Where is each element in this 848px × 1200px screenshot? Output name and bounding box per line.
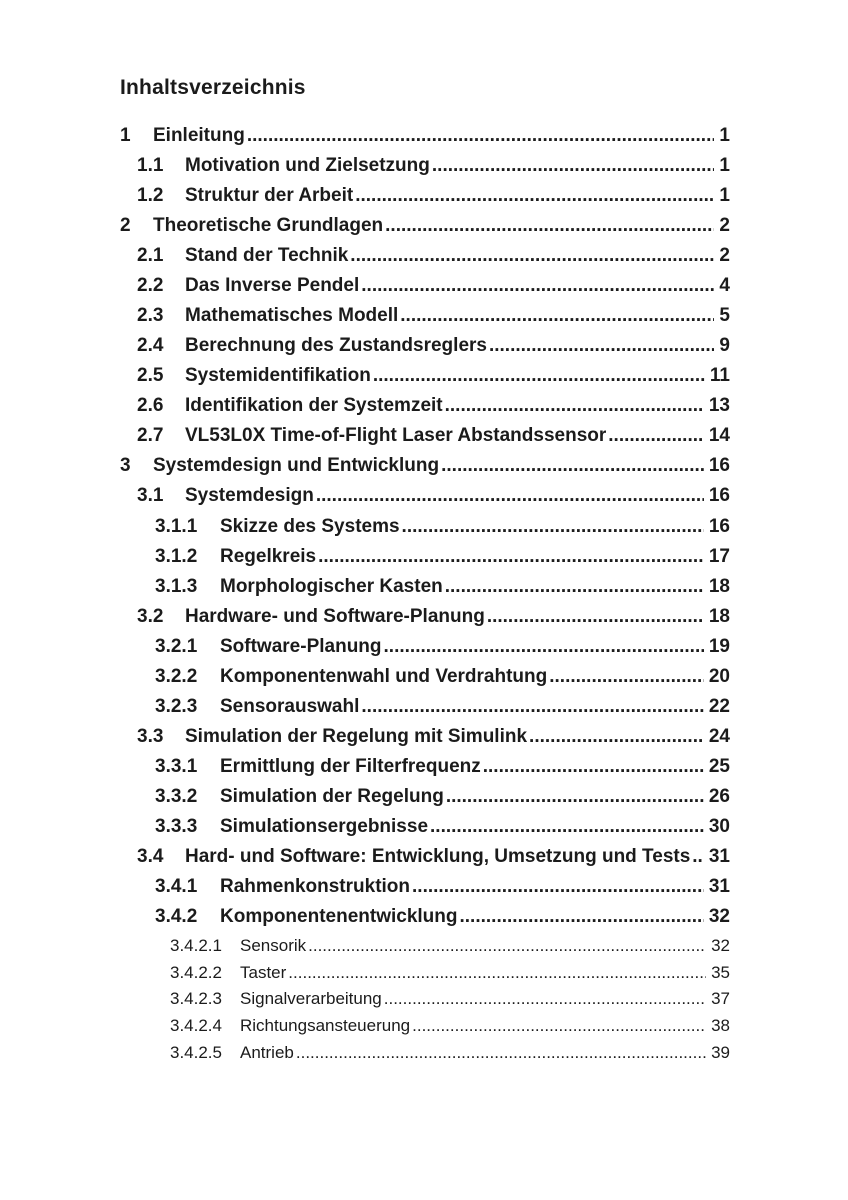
- toc-entry-page-number: 38: [711, 1016, 730, 1036]
- toc-entry-number: 1.1: [137, 155, 164, 177]
- toc-entry-number: 3.4: [137, 845, 164, 867]
- toc-entry-number: 3.4.2: [155, 905, 198, 927]
- toc-entry-number: 3.4.1: [155, 875, 198, 897]
- dot-leader: [359, 275, 714, 297]
- toc-entry-page-number: 31: [708, 845, 730, 867]
- toc-entry-title: Skizze des Systems: [220, 515, 400, 537]
- toc-entry-page-number: 24: [708, 725, 730, 747]
- dot-leader: [443, 395, 704, 417]
- dot-leader: [527, 726, 704, 748]
- toc-entry-title: Das Inverse Pendel: [185, 275, 360, 297]
- toc-entry-number: 3.4.2.1: [170, 935, 222, 955]
- dot-leader: [547, 666, 704, 688]
- toc-entry: [120, 425, 730, 447]
- toc-entry-number: 3.2: [137, 605, 164, 627]
- toc-entry-number: 2.7: [137, 425, 164, 447]
- toc-entry-title: Motivation und Zielsetzung: [185, 155, 430, 177]
- toc-entry-title: Antrieb: [240, 1042, 294, 1062]
- toc-entry-number: 3.1.3: [155, 575, 198, 597]
- toc-entry-title: Simulation der Regelung mit Simulink: [185, 725, 528, 747]
- toc-entry-number: 2.2: [137, 275, 164, 297]
- toc-entry-number: 3.2.2: [155, 665, 198, 687]
- toc-entry-title: Simulation der Regelung: [220, 785, 444, 807]
- dot-leader: [294, 1043, 706, 1063]
- toc-entry-page-number: 2: [719, 215, 730, 237]
- toc-entry-page-number: 30: [708, 815, 730, 837]
- toc-entry-title: Regelkreis: [220, 545, 317, 567]
- toc-entry-number: 3.3.1: [155, 755, 198, 777]
- toc-entry-title: Sensorauswahl: [220, 695, 360, 717]
- toc-entry-title: Morphologischer Kasten: [220, 575, 443, 597]
- toc-entry: [120, 245, 730, 267]
- table-of-contents: [120, 125, 730, 1062]
- toc-entry-page-number: 18: [708, 605, 730, 627]
- toc-entry-title: Systemdesign: [185, 485, 314, 507]
- toc-entry: [120, 876, 730, 898]
- dot-leader: [306, 936, 706, 956]
- dot-leader: [353, 185, 714, 207]
- toc-entry-page-number: 17: [708, 545, 730, 567]
- dot-leader: [359, 696, 703, 718]
- toc-entry: [120, 395, 730, 417]
- toc-entry: [120, 906, 730, 928]
- toc-entry-number: 3: [120, 455, 131, 477]
- toc-entry: [120, 936, 730, 956]
- toc-entry: [120, 786, 730, 808]
- toc-entry-page-number: 20: [708, 665, 730, 687]
- dot-leader: [314, 485, 704, 507]
- dot-leader: [458, 906, 704, 928]
- toc-entry-page-number: 31: [708, 875, 730, 897]
- dot-leader: [400, 516, 704, 538]
- toc-entry-page-number: 32: [708, 905, 730, 927]
- dot-leader: [690, 846, 704, 868]
- toc-entry-title: Theoretische Grundlagen: [153, 215, 384, 237]
- toc-entry: [120, 365, 730, 387]
- toc-entry-number: 2.3: [137, 305, 164, 327]
- toc-entry-number: 3.1.2: [155, 545, 198, 567]
- toc-entry-title: Identifikation der Systemzeit: [185, 395, 443, 417]
- dot-leader: [245, 125, 715, 147]
- toc-entry-title: Einleitung: [153, 125, 245, 147]
- toc-entry-page-number: 2: [719, 245, 730, 267]
- toc-entry: [120, 666, 730, 688]
- toc-entry-number: 3.4.2.3: [170, 989, 222, 1009]
- toc-entry: [120, 726, 730, 748]
- dot-leader: [316, 546, 704, 568]
- toc-entry-page-number: 1: [719, 185, 730, 207]
- toc-entry-title: Struktur der Arbeit: [185, 185, 354, 207]
- dot-leader: [382, 989, 706, 1009]
- toc-entry-page-number: 14: [708, 425, 730, 447]
- toc-entry: [120, 546, 730, 568]
- toc-entry-page-number: 18: [708, 575, 730, 597]
- toc-entry-title: Systemdesign und Entwicklung: [153, 455, 440, 477]
- toc-entry-title: Sensorik: [240, 935, 307, 955]
- toc-entry-page-number: 35: [711, 962, 730, 982]
- dot-leader: [428, 816, 704, 838]
- toc-entry: [120, 335, 730, 357]
- toc-entry-number: 3.4.2.2: [170, 962, 222, 982]
- toc-entry-page-number: 5: [719, 305, 730, 327]
- toc-entry-number: 2.6: [137, 395, 164, 417]
- toc-entry-page-number: 32: [711, 935, 730, 955]
- toc-entry: [120, 576, 730, 598]
- dot-leader: [410, 1016, 706, 1036]
- toc-entry: [120, 275, 730, 297]
- toc-entry-number: 3.4.2.4: [170, 1016, 222, 1036]
- toc-entry: [120, 696, 730, 718]
- dot-leader: [286, 963, 706, 983]
- toc-entry-page-number: 13: [708, 395, 730, 417]
- toc-entry-number: 3.3.2: [155, 785, 198, 807]
- toc-entry-page-number: 19: [708, 635, 730, 657]
- dot-leader: [606, 425, 704, 447]
- toc-entry-page-number: 16: [708, 455, 730, 477]
- toc-entry-page-number: 16: [708, 515, 730, 537]
- toc-entry: [120, 846, 730, 868]
- toc-entry-page-number: 22: [708, 695, 730, 717]
- toc-entry: [120, 185, 730, 207]
- toc-entry-number: 3.2.1: [155, 635, 198, 657]
- toc-entry: [120, 636, 730, 658]
- toc-entry-title: Stand der Technik: [185, 245, 349, 267]
- toc-entry-number: 3.3.3: [155, 815, 198, 837]
- dot-leader: [430, 155, 715, 177]
- dot-leader: [383, 215, 714, 237]
- dot-leader: [382, 636, 704, 658]
- toc-entry: [120, 305, 730, 327]
- toc-entry-title: Mathematisches Modell: [185, 305, 399, 327]
- toc-entry-title: Rahmenkonstruktion: [220, 875, 411, 897]
- toc-entry-title: Hardware- und Software-Planung: [185, 605, 485, 627]
- toc-entry: [120, 816, 730, 838]
- toc-entry-number: 2: [120, 215, 131, 237]
- toc-entry-number: 2.4: [137, 335, 164, 357]
- toc-entry-page-number: 9: [719, 335, 730, 357]
- toc-entry-title: Systemidentifikation: [185, 365, 371, 387]
- dot-leader: [410, 876, 704, 898]
- toc-entry: [120, 1043, 730, 1063]
- toc-entry: [120, 516, 730, 538]
- toc-entry-number: 2.1: [137, 245, 164, 267]
- toc-entry-title: Ermittlung der Filterfrequenz: [220, 755, 481, 777]
- dot-leader: [398, 305, 714, 327]
- toc-entry-title: Komponentenentwicklung: [220, 905, 458, 927]
- dot-leader: [485, 606, 704, 628]
- toc-entry-page-number: 37: [711, 989, 730, 1009]
- toc-entry-number: 3.4.2.5: [170, 1042, 222, 1062]
- dot-leader: [444, 786, 704, 808]
- toc-entry-title: Simulationsergebnisse: [220, 815, 429, 837]
- toc-entry-number: 1.2: [137, 185, 164, 207]
- toc-entry-page-number: 25: [708, 755, 730, 777]
- toc-entry: [120, 756, 730, 778]
- toc-entry: [120, 606, 730, 628]
- page-content: [120, 76, 730, 1070]
- toc-entry-title: Signalverarbeitung: [240, 989, 382, 1009]
- dot-leader: [439, 455, 704, 477]
- toc-entry-page-number: 16: [708, 485, 730, 507]
- dot-leader: [481, 756, 704, 778]
- dot-leader: [443, 576, 704, 598]
- toc-entry: [120, 963, 730, 983]
- toc-entry-title: Richtungsansteuerung: [240, 1016, 411, 1036]
- toc-entry-title: Hard- und Software: Entwicklung, Umsetzung und Tests: [185, 845, 691, 867]
- toc-entry-title: Taster: [240, 962, 287, 982]
- toc-entry-title: Software-Planung: [220, 635, 382, 657]
- toc-entry-page-number: 39: [711, 1042, 730, 1062]
- toc-entry: [120, 455, 730, 477]
- toc-entry-number: 3.2.3: [155, 695, 198, 717]
- toc-entry-title: VL53L0X Time-of-Flight Laser Abstandssensor: [185, 425, 607, 447]
- toc-entry-number: 3.1: [137, 485, 164, 507]
- toc-entry-page-number: 11: [709, 365, 730, 387]
- toc-entry: [120, 125, 730, 147]
- toc-entry-page-number: 1: [719, 155, 730, 177]
- dot-leader: [348, 245, 714, 267]
- toc-entry-page-number: 1: [719, 125, 730, 147]
- toc-entry-title: Berechnung des Zustandsreglers: [185, 335, 487, 357]
- toc-entry-title: Komponentenwahl und Verdrahtung: [220, 665, 548, 687]
- toc-entry-number: 1: [120, 125, 131, 147]
- toc-entry: [120, 215, 730, 237]
- toc-entry: [120, 989, 730, 1009]
- toc-entry: [120, 485, 730, 507]
- dot-leader: [371, 365, 705, 387]
- dot-leader: [487, 335, 714, 357]
- toc-entry-number: 2.5: [137, 365, 164, 387]
- toc-entry-page-number: 4: [719, 275, 730, 297]
- toc-heading: Inhaltsverzeichnis: [120, 76, 306, 99]
- toc-entry-page-number: 26: [708, 785, 730, 807]
- toc-entry: [120, 1016, 730, 1036]
- toc-entry-number: 3.3: [137, 725, 164, 747]
- toc-entry: [120, 155, 730, 177]
- toc-entry-number: 3.1.1: [155, 515, 198, 537]
